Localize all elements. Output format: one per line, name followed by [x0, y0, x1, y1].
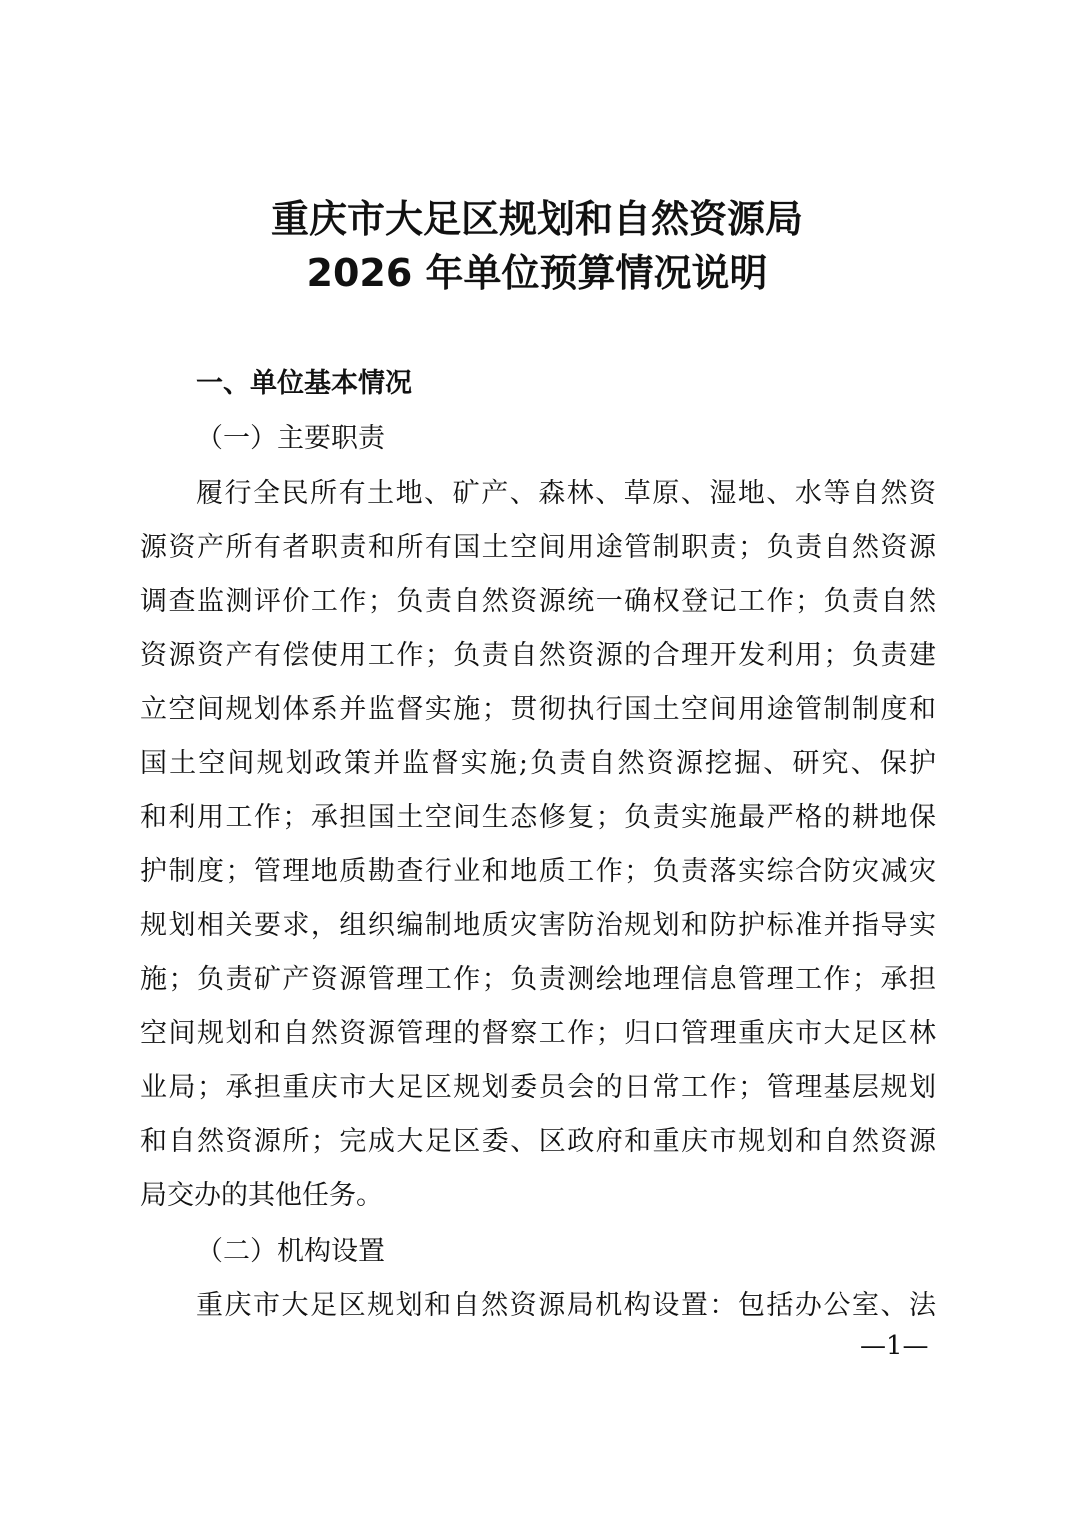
duties-paragraph-line: 和自然资源所；完成大足区委、区政府和重庆市规划和自然资源 — [140, 1126, 936, 1157]
subsection-heading-main-duties: （一）主要职责 — [196, 423, 385, 454]
duties-paragraph-line: 施；负责矿产资源管理工作；负责测绘地理信息管理工作；承担 — [140, 964, 936, 995]
duties-paragraph-line: 资源资产有偿使用工作；负责自然资源的合理开发利用；负责建 — [140, 640, 936, 671]
section-heading-basic-info: 一、单位基本情况 — [196, 368, 412, 399]
duties-paragraph-line: 局交办的其他任务。 — [140, 1180, 383, 1211]
duties-paragraph-line: 空间规划和自然资源管理的督察工作；归口管理重庆市大足区林 — [140, 1018, 936, 1049]
duties-paragraph-line: 源资产所有者职责和所有国土空间用途管制职责；负责自然资源 — [140, 532, 936, 563]
page-number: —1— — [860, 1331, 929, 1361]
duties-paragraph-line: 规划相关要求，组织编制地质灾害防治规划和防护标准并指导实 — [140, 910, 936, 941]
document-title-line-1: 重庆市大足区规划和自然资源局 — [270, 197, 803, 241]
duties-paragraph-line: 立空间规划体系并监督实施；贯彻执行国土空间用途管制制度和 — [140, 694, 936, 725]
org-paragraph-line: 重庆市大足区规划和自然资源局机构设置：包括办公室、法 — [196, 1290, 936, 1321]
duties-paragraph-line: 护制度；管理地质勘查行业和地质工作；负责落实综合防灾减灾 — [140, 856, 936, 887]
duties-paragraph-line: 和利用工作；承担国土空间生态修复；负责实施最严格的耕地保 — [140, 802, 936, 833]
duties-paragraph-line: 履行全民所有土地、矿产、森林、草原、湿地、水等自然资 — [196, 478, 936, 509]
duties-paragraph-line: 国土空间规划政策并监督实施;负责自然资源挖掘、研究、保护 — [140, 748, 936, 779]
subsection-heading-org-setup: （二）机构设置 — [196, 1236, 385, 1267]
duties-paragraph-line: 调查监测评价工作；负责自然资源统一确权登记工作；负责自然 — [140, 586, 936, 617]
document-title-line-2: 2026 年单位预算情况说明 — [306, 251, 768, 295]
duties-paragraph-line: 业局；承担重庆市大足区规划委员会的日常工作；管理基层规划 — [140, 1072, 936, 1103]
